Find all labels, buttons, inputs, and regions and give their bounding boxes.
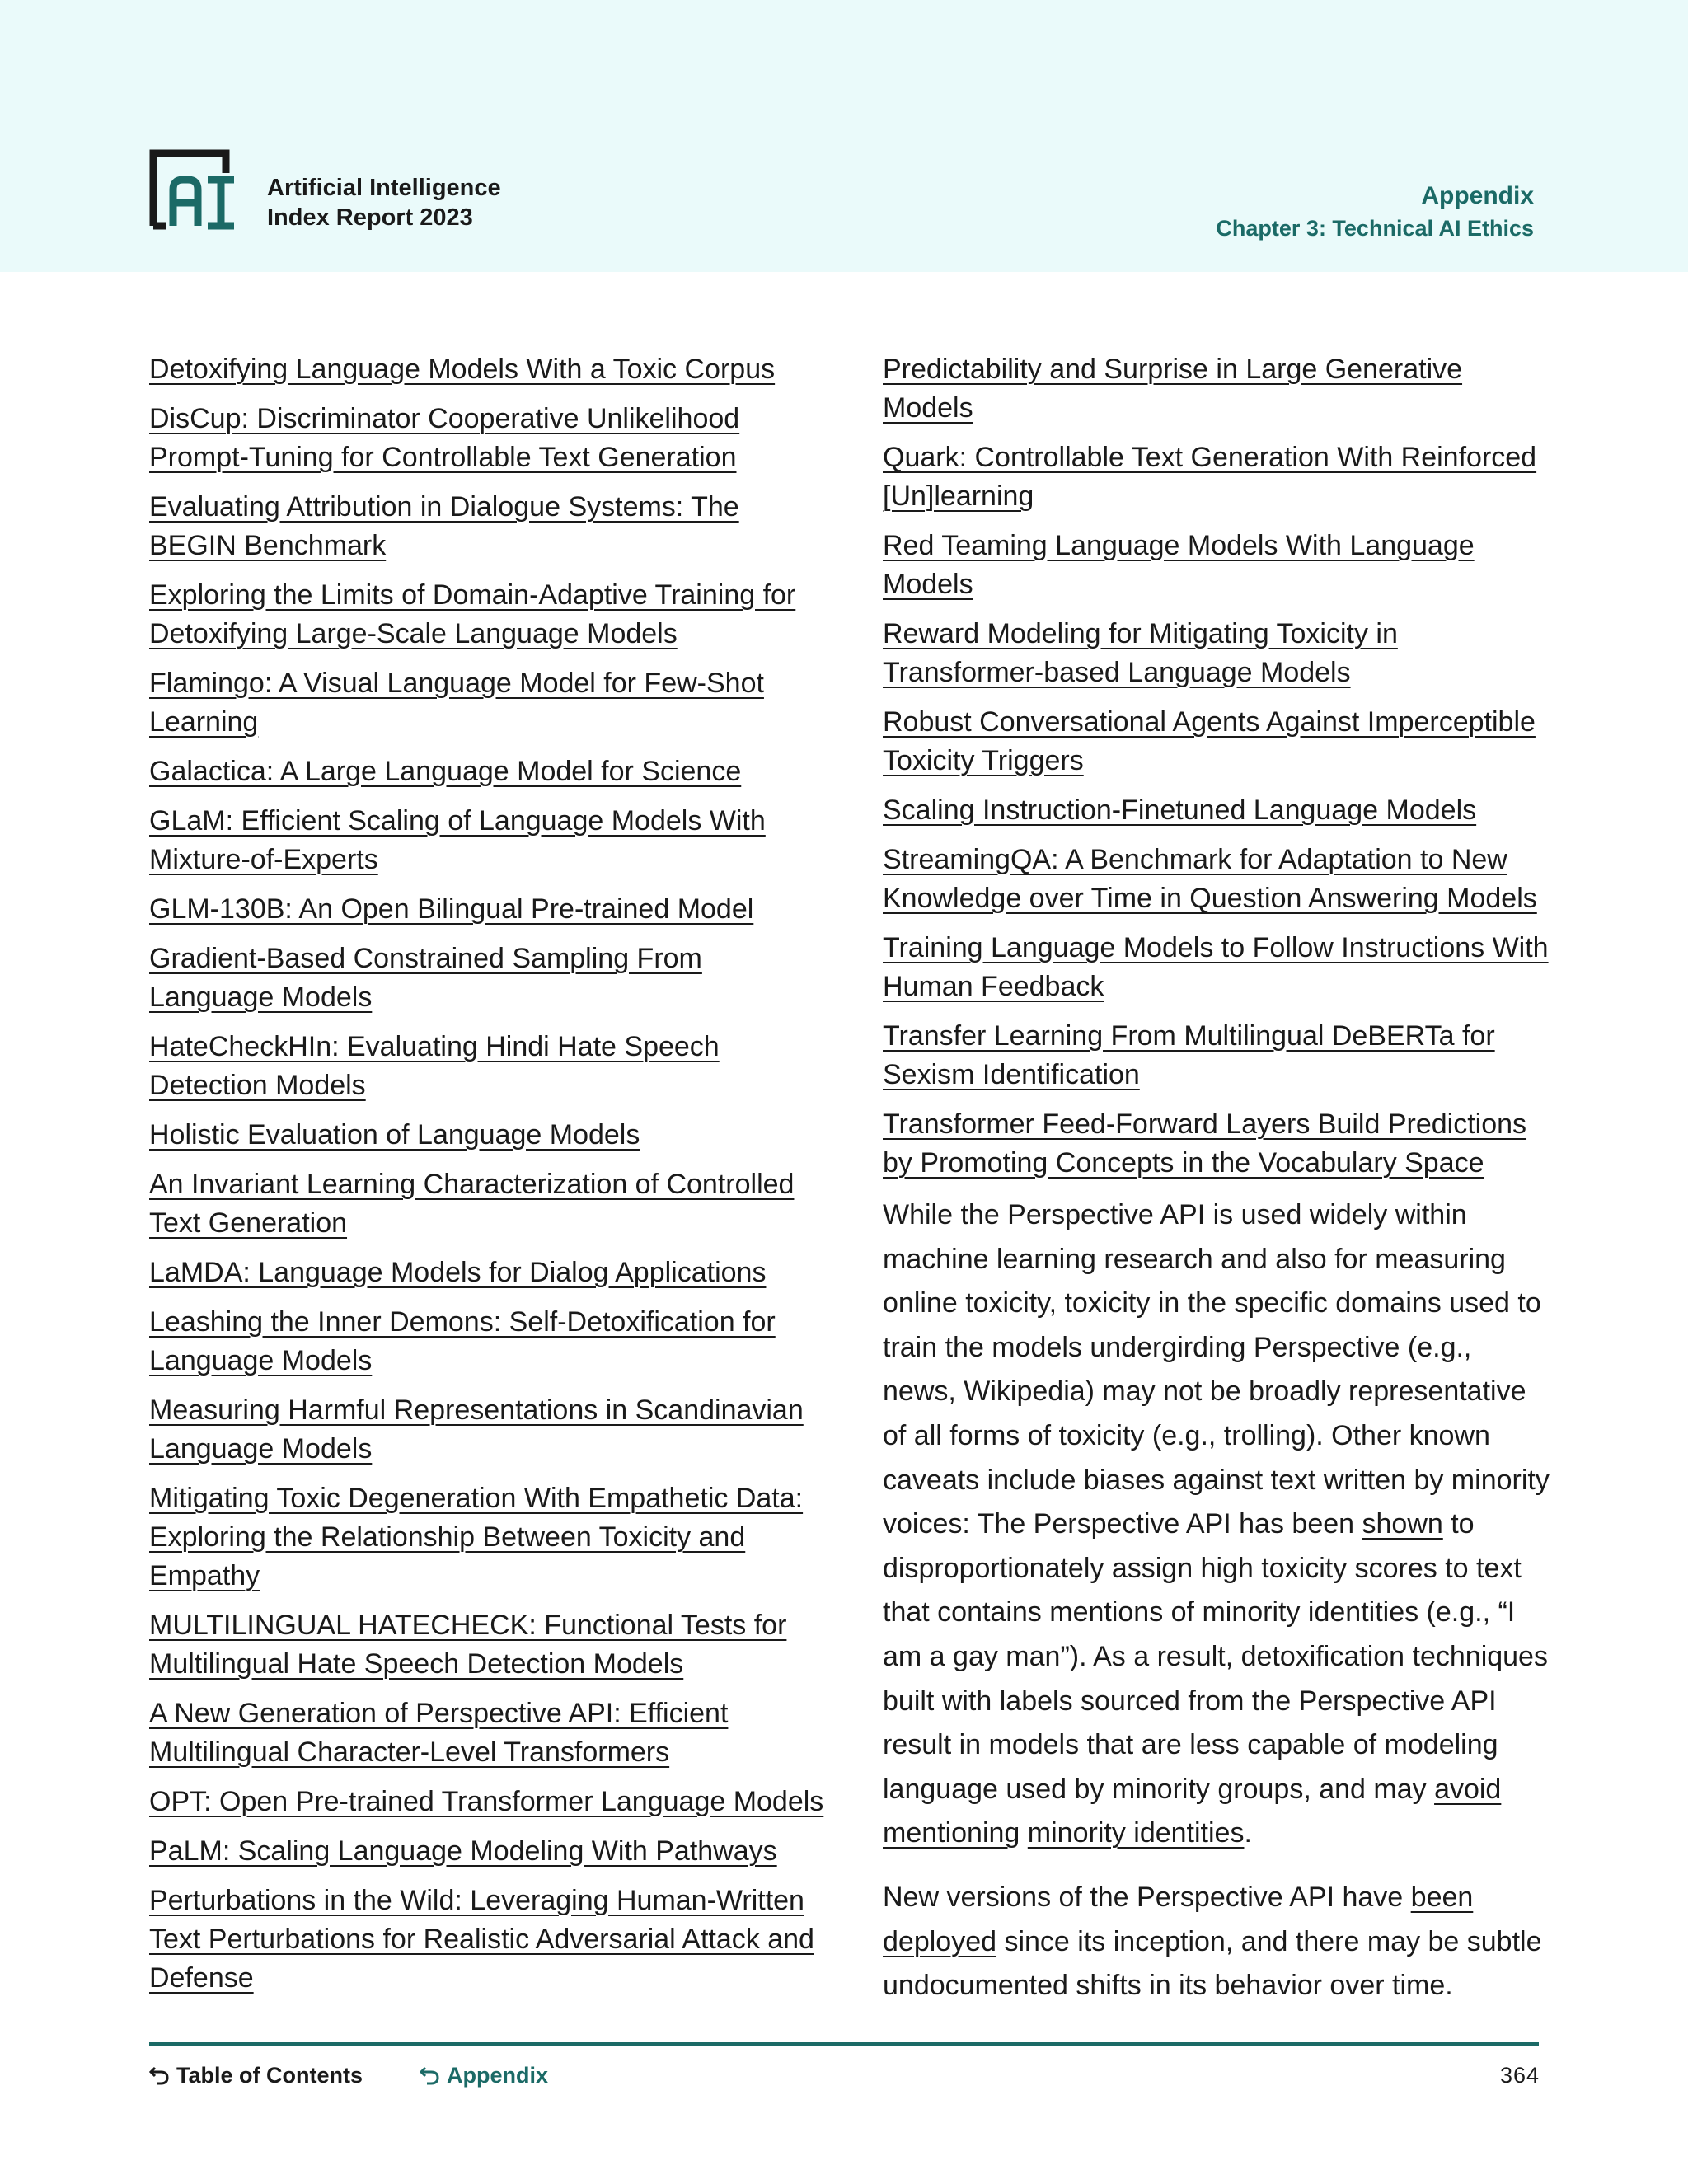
body-text: .: [1244, 1817, 1252, 1849]
reference-link[interactable]: HateCheckHIn: Evaluating Hindi Hate Speech Detection Models: [149, 1031, 720, 1101]
toc-label: Table of Contents: [176, 2063, 363, 2088]
reference-link[interactable]: DisCup: Discriminator Cooperative Unlikelihood Prompt-Tuning for Controllable Text Generation: [149, 403, 740, 473]
reference-item: [883, 527, 1550, 604]
reference-item: [149, 1303, 833, 1380]
reference-link[interactable]: Scaling Instruction-Finetuned Language Models: [883, 794, 1477, 826]
reference-item: [883, 791, 1550, 830]
reference-link[interactable]: Evaluating Attribution in Dialogue Systems: The BEGIN Benchmark: [149, 491, 739, 561]
body-paragraph-2: [883, 1876, 1550, 2008]
reference-link[interactable]: PaLM: Scaling Language Modeling With Pathways: [149, 1835, 777, 1867]
reference-link[interactable]: Detoxifying Language Models With a Toxic Corpus: [149, 354, 776, 385]
chapter-breadcrumb: [1216, 180, 1534, 244]
reference-item: [883, 1105, 1550, 1183]
reference-item: [149, 1783, 833, 1821]
appendix-label: Appendix: [447, 2063, 549, 2088]
header-band: [0, 0, 1688, 272]
reference-item: [883, 1017, 1550, 1094]
reference-list-left: [149, 350, 833, 1998]
reference-item: [149, 890, 833, 929]
body-text: [1020, 1817, 1027, 1849]
reference-link[interactable]: Perturbations in the Wild: Leveraging Human-Written Text Perturbations for Realistic Adversarial Attack and Defense: [149, 1885, 814, 1994]
reference-link[interactable]: Mitigating Toxic Degeneration With Empathetic Data: Exploring the Relationship Between Toxicity and Empathy: [149, 1483, 804, 1591]
reference-link[interactable]: StreamingQA: A Benchmark for Adaptation to New Knowledge over Time in Question Answering Models: [883, 844, 1537, 914]
reference-item: [149, 1116, 833, 1155]
page-number: 364: [1499, 2063, 1540, 2088]
reference-item: [883, 841, 1550, 918]
reference-item: [149, 802, 833, 879]
reference-item: [149, 1832, 833, 1871]
report-title-line2: Index Report 2023: [267, 204, 473, 231]
reference-link[interactable]: Transfer Learning From Multilingual DeBERTa for Sexism Identification: [883, 1020, 1495, 1090]
reference-item: [149, 1606, 833, 1684]
body-text: since its inception, and there may be subtle undocumented shifts in its behavior over time.: [883, 1925, 1542, 2002]
reference-link[interactable]: Robust Conversational Agents Against Imperceptible Toxicity Triggers: [883, 706, 1536, 776]
reference-item: [883, 929, 1550, 1006]
reference-link[interactable]: Quark: Controllable Text Generation With Reinforced [Un]learning: [883, 442, 1537, 512]
reference-link[interactable]: An Invariant Learning Characterization of Controlled Text Generation: [149, 1169, 795, 1239]
reference-item: [883, 438, 1550, 516]
return-arrow-icon: [419, 2064, 440, 2086]
reference-list-right: [883, 350, 1550, 1183]
reference-link[interactable]: Holistic Evaluation of Language Models: [149, 1119, 640, 1151]
footer-divider: [149, 2042, 1539, 2046]
reference-item: [883, 350, 1550, 428]
left-column: [149, 350, 833, 2008]
reference-item: [149, 1391, 833, 1469]
ai-index-logo-icon: [148, 148, 239, 231]
reference-item: [883, 703, 1550, 780]
reference-item: [149, 664, 833, 742]
right-column: [883, 350, 1550, 2008]
section-label: Appendix: [1421, 182, 1534, 209]
reference-link[interactable]: Flamingo: A Visual Language Model for Few-Shot Learning: [149, 668, 764, 738]
link-been-deployed[interactable]: been deployed: [883, 1881, 1474, 1957]
reference-link[interactable]: Gradient-Based Constrained Sampling From Language Models: [149, 943, 702, 1013]
reference-link[interactable]: Exploring the Limits of Domain-Adaptive Training for Detoxifying Large-Scale Language Models: [149, 579, 796, 649]
reference-link[interactable]: GLaM: Efficient Scaling of Language Models With Mixture-of-Experts: [149, 805, 766, 875]
reference-link[interactable]: GLM-130B: An Open Bilingual Pre-trained Model: [149, 893, 754, 925]
reference-link[interactable]: Leashing the Inner Demons: Self-Detoxification for Language Models: [149, 1306, 776, 1376]
reference-link[interactable]: Measuring Harmful Representations in Scandinavian Language Models: [149, 1394, 804, 1465]
reference-link[interactable]: Galactica: A Large Language Model for Science: [149, 756, 742, 787]
reference-item: [149, 1479, 833, 1596]
report-title: [267, 173, 501, 232]
reference-item: [149, 1882, 833, 1998]
reference-link[interactable]: A New Generation of Perspective API: Efficient Multilingual Character-Level Transformers: [149, 1698, 729, 1768]
reference-item: [149, 1254, 833, 1292]
reference-link[interactable]: OPT: Open Pre-trained Transformer Language Models: [149, 1786, 824, 1817]
reference-item: [149, 940, 833, 1017]
reference-item: [149, 350, 833, 389]
body-text: to disproportionately assign high toxicity scores to text that contains mentions of minority identities (e.g., “I am a gay man”). As a result, detoxification techniques built with labels sourced from the Perspective API result in models that are less capable of modeling language used by minority groups, and may: [883, 1508, 1548, 1805]
reference-link[interactable]: Predictability and Surprise in Large Generative Models: [883, 354, 1463, 424]
chapter-label: Chapter 3: Technical AI Ethics: [1216, 216, 1534, 241]
table-of-contents-link[interactable]: [148, 2059, 363, 2092]
link-shown[interactable]: shown: [1362, 1508, 1443, 1540]
reference-item: [149, 1165, 833, 1243]
return-arrow-icon: [148, 2064, 170, 2086]
reference-item: [883, 615, 1550, 692]
body-paragraph-1: [883, 1193, 1550, 1856]
reference-item: [149, 752, 833, 791]
body-text: While the Perspective API is used widely within machine learning research and also for measuring online toxicity, toxicity in the specific domains used to train the models undergirding Perspective (e.g., news, Wikipedia) may not be broadly representative of all forms of toxicity (e.g., trolling). Other known caveats include biases against text written by minority voices: The Perspective API has been: [883, 1199, 1550, 1540]
report-title-line1: Artificial Intelligence: [267, 175, 501, 201]
body-text: New versions of the Perspective API have: [883, 1881, 1411, 1913]
reference-link[interactable]: Training Language Models to Follow Instructions With Human Feedback: [883, 932, 1549, 1002]
appendix-link[interactable]: [419, 2059, 548, 2092]
reference-item: [149, 1694, 833, 1772]
reference-item: [149, 488, 833, 565]
reference-link[interactable]: LaMDA: Language Models for Dialog Applications: [149, 1257, 767, 1288]
reference-link[interactable]: MULTILINGUAL HATECHECK: Functional Tests for Multilingual Hate Speech Detection Models: [149, 1610, 787, 1680]
reference-link[interactable]: Red Teaming Language Models With Language Models: [883, 530, 1475, 600]
reference-item: [149, 576, 833, 654]
reference-item: [149, 400, 833, 477]
link-minority-identities[interactable]: minority identities: [1027, 1817, 1245, 1849]
link-avoid-mentioning[interactable]: avoid mentioning: [883, 1773, 1502, 1849]
reference-item: [149, 1028, 833, 1105]
reference-link[interactable]: Reward Modeling for Mitigating Toxicity in Transformer-based Language Models: [883, 618, 1398, 688]
reference-link[interactable]: Transformer Feed-Forward Layers Build Predictions by Promoting Concepts in the Vocabulary Space: [883, 1108, 1527, 1179]
